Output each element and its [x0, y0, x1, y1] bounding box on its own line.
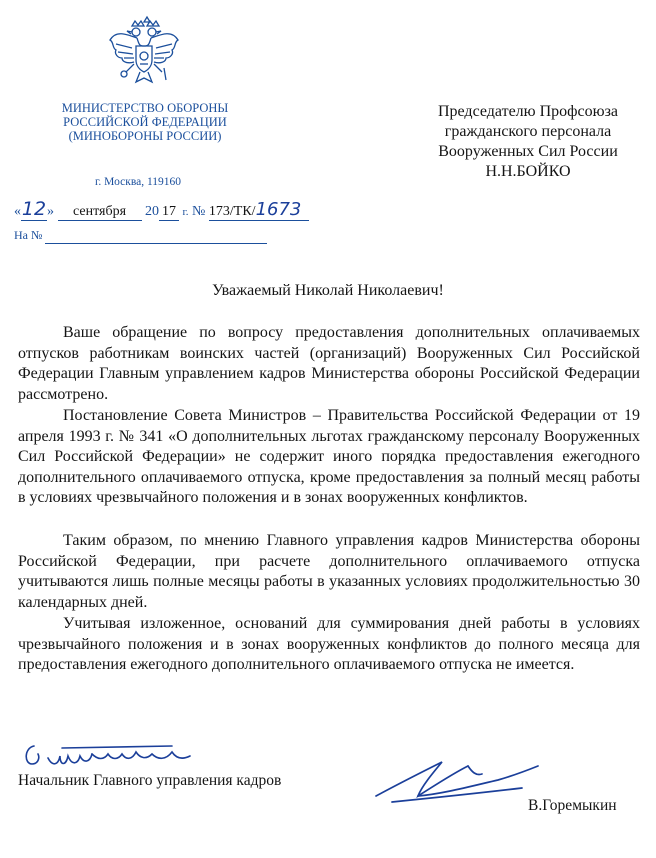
number-label: № — [192, 204, 206, 219]
double-headed-eagle-icon — [106, 16, 182, 92]
body-paragraph-2-text: Постановление Совета Министров – Правительства Российской Федерации от 19 апреля 1993 г. № 341 «О дополнительных льготах гражданскому персоналу Вооруженных Сил Российской Федерации» не содержит иного порядка предоставления ежегодного дополнительного оплачиваемого отпуска, кроме предоставления за полный месяц работы в условиях чрезвычайного положения и в зонах вооруженных конфликтов. — [18, 407, 640, 507]
outgoing-number-handwritten: 1673 — [255, 199, 302, 220]
outgoing-number-printed: 173/ТК/ — [208, 204, 256, 219]
signer-name: В.Горемыкин — [528, 797, 617, 814]
date-month: сентября — [58, 204, 142, 221]
body-paragraph-1 — [18, 323, 640, 405]
addressee-line-4: Н.Н.БОЙКО — [485, 163, 571, 180]
date-day: 12 — [21, 198, 47, 220]
date-year-prefix: 20 — [145, 204, 159, 219]
date-close-quote: » — [47, 204, 54, 219]
reference-blank-line — [45, 228, 267, 244]
body-paragraph-3-text: Таким образом, по мнению Главного управления кадров Министерства обороны Российской Федерации, при расчете дополнительного оплачиваемого отпуска учитываются лишь полные месяцы работы в указанных условиях продолжительностью 30 календарных дней. — [18, 532, 640, 611]
body-paragraph-3 — [18, 531, 640, 613]
handwritten-signature-icon — [372, 752, 542, 808]
outgoing-date-number — [14, 198, 309, 221]
addressee-line-1: Председателю Профсоюза — [437, 103, 619, 120]
date-year-label: г. — [182, 206, 189, 218]
body-paragraph-2 — [18, 406, 640, 509]
organization-name-line-1: МИНИСТЕРСТВО ОБОРОНЫ — [61, 101, 229, 115]
handwritten-initials-icon — [22, 738, 202, 772]
body-paragraph-4 — [18, 614, 640, 676]
organization-name-line-3: (МИНОБОРОНЫ РОССИИ) — [68, 129, 222, 143]
organization-city: г. Москва, 119160 — [95, 176, 182, 188]
signer-position: Начальник Главного управления кадров — [18, 772, 282, 789]
greeting: Уважаемый Николай Николаевич! — [212, 282, 444, 299]
date-year-suffix: 17 — [159, 204, 179, 221]
body-paragraph-1-text: Ваше обращение по вопросу предоставления дополнительных оплачиваемых отпусков работникам воинских частей (организаций) Вооруженных Сил Российской Федерации Главным управлением кадров Министерства обороны Российской Федерации рассмотрено. — [18, 324, 640, 403]
reference-number — [14, 228, 267, 244]
date-open-quote: « — [14, 204, 21, 219]
body-paragraph-4-text: Учитывая изложенное, оснований для суммирования дней работы в условиях чрезвычайного положения и в зонах вооруженных конфликтов до полного месяца для предоставления ежегодного дополнительного оплачиваемого отпуска не имеется. — [18, 615, 640, 674]
reference-label: На № — [14, 228, 43, 242]
organization-name-line-2: РОССИЙСКОЙ ФЕДЕРАЦИИ — [63, 115, 227, 129]
addressee-line-2: гражданского персонала — [444, 123, 612, 140]
addressee-line-3: Вооруженных Сил России — [438, 143, 618, 160]
outgoing-number — [209, 199, 309, 221]
